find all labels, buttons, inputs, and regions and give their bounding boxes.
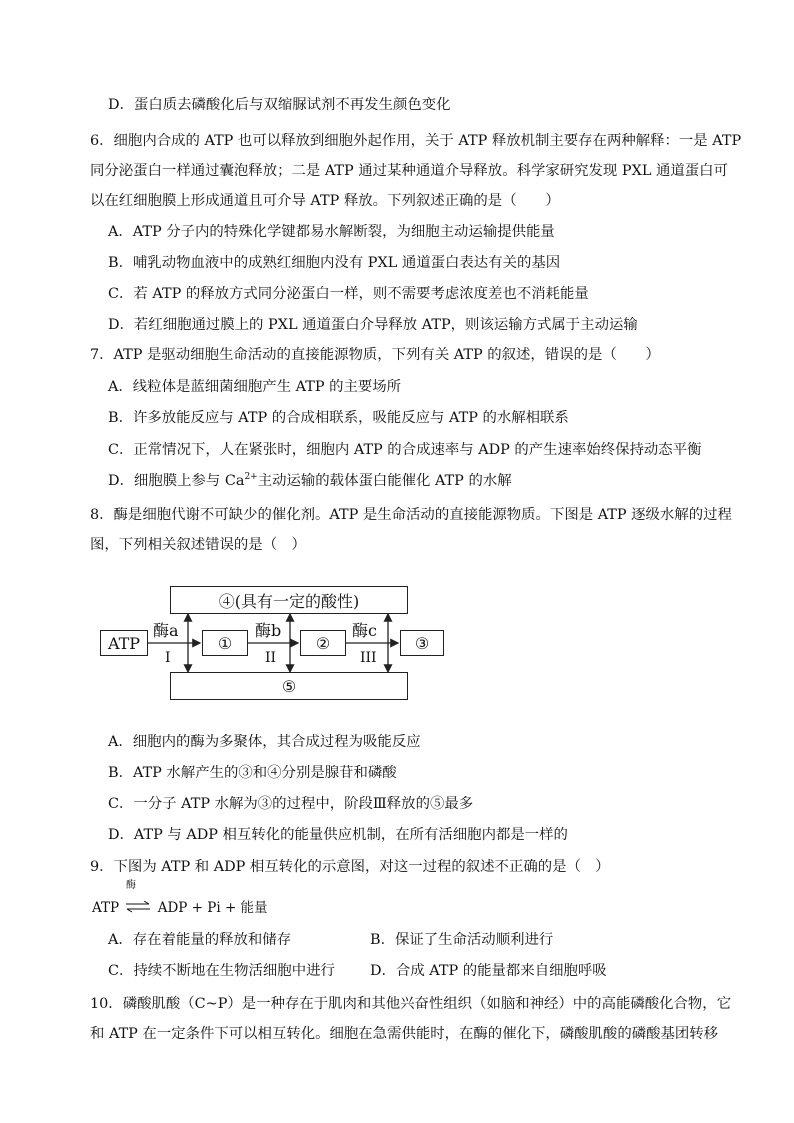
enzyme-a-label: 酶a [153, 621, 179, 640]
atp-box: ATP [100, 630, 148, 656]
q8-option-b: B．ATP 水解产生的③和④分别是腺苷和磷酸 [108, 765, 397, 781]
q8-option-c: C．一分子 ATP 水解为③的过程中，阶段Ⅲ释放的⑤最多 [108, 796, 474, 812]
q7-option-d [108, 471, 512, 491]
q9-option-c: C．持续不断地在生物活细胞中进行 [108, 963, 335, 979]
equation-enzyme: 酶 [126, 880, 136, 891]
q7-stem: 7．ATP 是驱动细胞生命活动的直接能源物质，下列有关 ATP 的叙述，错误的是（ ） [90, 347, 660, 363]
top-box-phosphate: ④(具有一定的酸性) [170, 586, 408, 614]
product-1-box: ① [202, 630, 248, 656]
atp-hydrolysis-diagram [100, 584, 430, 704]
reversible-arrow-icon [125, 904, 151, 914]
bottom-box-energy: ⑤ [170, 672, 408, 700]
q10-stem-line-2: 和 ATP 在一定条件下可以相互转化。细胞在急需供能时，在酶的催化下，磷酸肌酸的磷酸基团转移 [90, 1026, 719, 1042]
q7-option-b: B．许多放能反应与 ATP 的合成相联系，吸能反应与 ATP 的水解相联系 [108, 410, 569, 426]
q9-stem: 9．下图为 ATP 和 ADP 相互转化的示意图，对这一过程的叙述不正确的是（ ） [90, 859, 610, 875]
q7-option-a: A．线粒体是蓝细菌细胞产生 ATP 的主要场所 [108, 379, 402, 395]
stage-1-label: I [165, 650, 171, 666]
q7-option-d-pre: D．细胞膜上参与 Ca [108, 473, 245, 489]
q9-option-a: A．存在着能量的释放和储存 [108, 932, 292, 948]
product-3-box: ③ [400, 630, 444, 656]
equation-left: ATP [92, 900, 120, 916]
q6-option-d: D．若红细胞通过膜上的 PXL 通道蛋白介导释放 ATP，则该运输方式属于主动运输 [108, 317, 638, 333]
enzyme-b-label: 酶b [255, 621, 282, 640]
q7-option-c: C．正常情况下，人在紧张时，细胞内 ATP 的合成速率与 ADP 的产生速率始终保持动态平衡 [108, 442, 702, 458]
q6-stem-line-3: 以在红细胞膜上形成通道且可介导 ATP 释放。下列叙述正确的是（ ） [90, 193, 560, 209]
q7-option-d-post: 主动运输的载体蛋白能催化 ATP 的水解 [257, 473, 512, 489]
q9-option-d: D．合成 ATP 的能量都来自细胞呼吸 [370, 963, 607, 979]
q6-option-c: C．若 ATP 的释放方式同分泌蛋白一样，则不需要考虑浓度差也不消耗能量 [108, 286, 589, 302]
q7-option-d-superscript: 2+ [244, 472, 258, 483]
product-2-box: ② [300, 630, 346, 656]
q6-option-b: B．哺乳动物血液中的成熟红细胞内没有 PXL 通道蛋白表达有关的基因 [108, 255, 561, 271]
q6-option-a: A．ATP 分子内的特殊化学键都易水解断裂，为细胞主动运输提供能量 [108, 224, 555, 240]
q5-option-d: D．蛋白质去磷酸化后与双缩脲试剂不再发生颜色变化 [108, 97, 451, 113]
q8-stem-line-1: 8．酶是细胞代谢不可缺少的催化剂。ATP 是生命活动的直接能源物质。下图是 ATP 逐级水解的过程 [90, 507, 732, 523]
q8-option-d: D．ATP 与 ADP 相互转化的能量供应机制，在所有活细胞内都是一样的 [108, 827, 568, 843]
q10-stem-line-1: 10．磷酸肌酸（C~P）是一种存在于肌肉和其他兴奋性组织（如脑和神经）中的高能磷酸化合物，它 [90, 996, 732, 1012]
equation-right: ADP + Pi + 能量 [157, 900, 268, 916]
atp-adp-equation [92, 880, 268, 916]
q8-option-a: A．细胞内的酶为多聚体，其合成过程为吸能反应 [108, 734, 421, 750]
q6-stem-line-2: 同分泌蛋白一样通过囊泡释放；二是 ATP 通过某种通道介导释放。科学家研究发现 PXL 通道蛋白可 [90, 163, 728, 179]
q6-stem-line-1: 6．细胞内合成的 ATP 也可以释放到细胞外起作用，关于 ATP 释放机制主要存在两种解释：一是 ATP [90, 133, 742, 149]
stage-3-label: III [360, 650, 377, 666]
enzyme-c-label: 酶c [352, 621, 377, 640]
q9-option-b: B．保证了生命活动顺利进行 [370, 932, 554, 948]
stage-2-label: II [265, 650, 277, 666]
q8-stem-line-2: 图，下列相关叙述错误的是（ ） [90, 537, 306, 553]
